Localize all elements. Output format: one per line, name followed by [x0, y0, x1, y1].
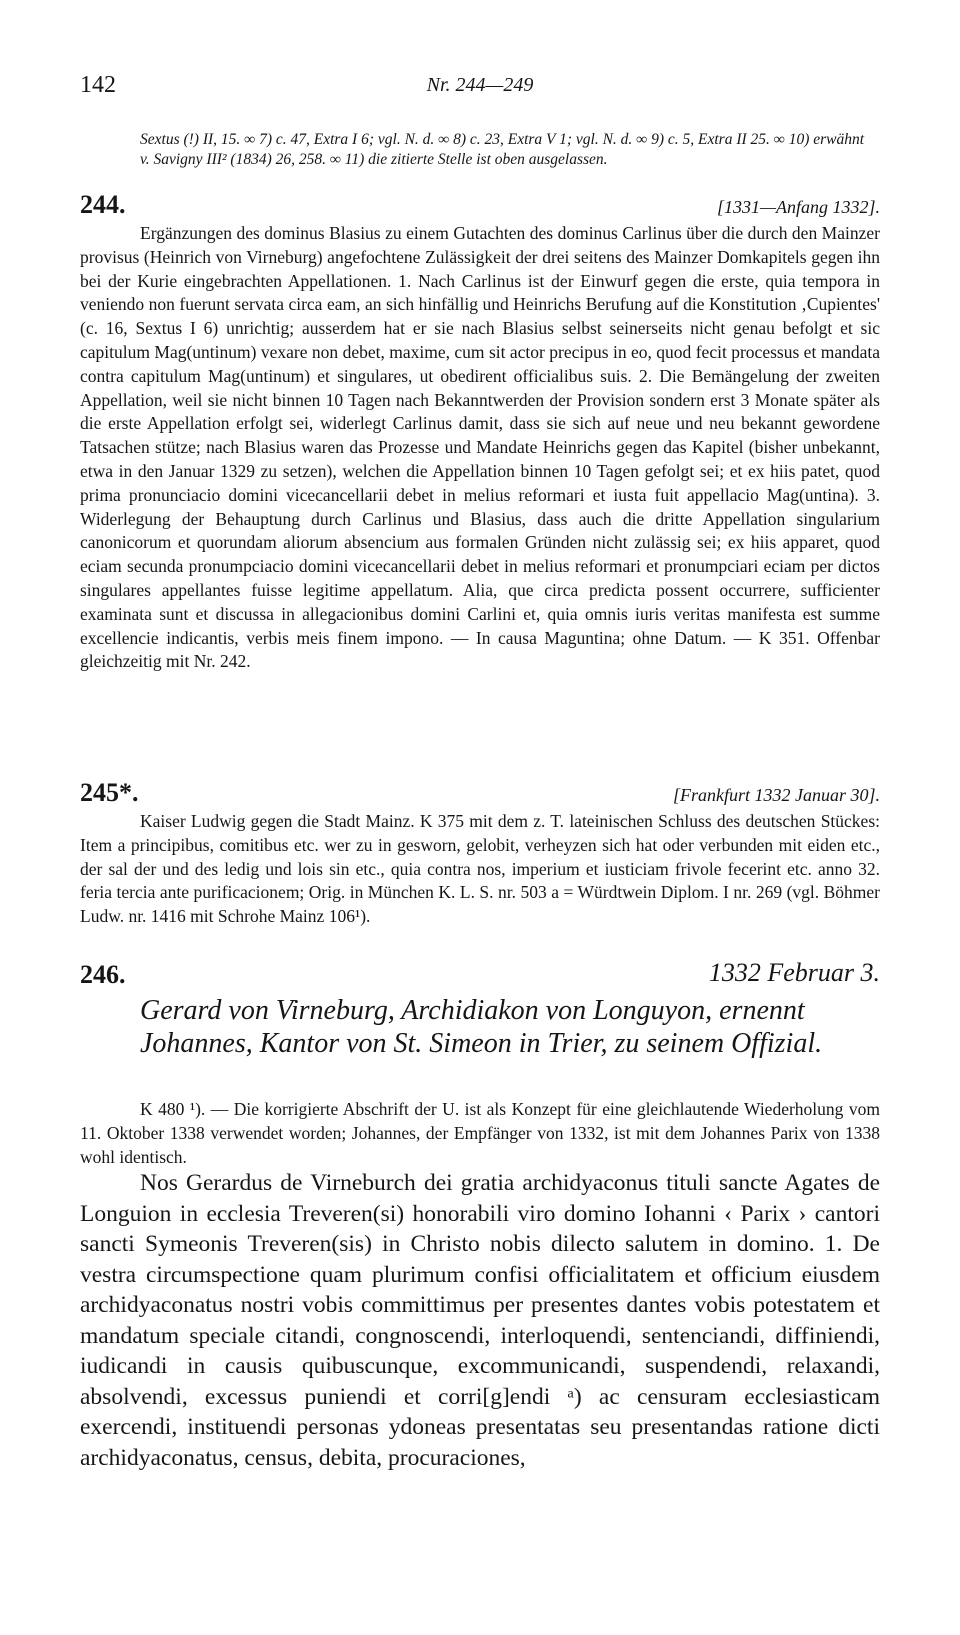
entry-246-text: Nos Gerardus de Virneburch dei gratia archidyaconus tituli sancte Agates de Longuion in ecclesia Treveren(si) honorabili viro domino Iohanni ‹ Parix › cantori sancti Symeonis Treveren(sis) in Christo nobis dilecto salutem in domino. 1. De vestra circumspectione quam plurimum confisi officialitatem et officium eiusdem archidyaconatus nostri vobis committimus per presentes dantes vobis potestatem et mandatum speciale citandi, congnoscendi, interloquendi, sentenciandi, diffiniendi, iudicandi in causis quibuscunque, excommunicandi, suspendendi, relaxandi, absolvendi, excessus puniendi et corri[g]endi ᵃ) ac censuram ecclesiasticam exercendi, instituendi personas ydoneas presentatas seu presentandas ratione dicti archidyaconatus, census, debita, procuraciones,	[80, 1170, 880, 1471]
entry-244-text: Ergänzungen des dominus Blasius zu einem Gutachten des dominus Carlinus über die durch den Mainzer provisus (Heinrich von Virneburg) angefochtene Zulässigkeit der drei seitens des Mainzer Domkapitels gegen ihn bei der Kurie eingebrachten Appellationen. 1. Nach Carlinus ist der Einwurf gegen die erste, quia tempora in veniendo non fuerunt servata circa eam, an sich hinfällig und Heinrichs Berufung auf die Konstitution ‚Cupientes' (c. 16, Sextus I 6) unrichtig; ausserdem hat er sie nach Blasius selbst seinerseits nicht genau befolgt et sic capitulum Mag(untinum) vexare non debet, maxime, cum sit actor precipus in eo, quod fecit processus et mandata contra capitulum Mag(untinum) et singulares, ut obedirent officialibus suis. 2. Die Bemängelung der zweiten Appellation, weil sie nicht binnen 10 Tagen nach Bekanntwerden der Provision sondern erst 3 Monate später als die erste Appellation erfolgt sei, widerlegt Carlinus damit, dass sie sich auf neue und neu bekannt gewordene Tatsachen stütze; nach Blasius waren das Prozesse und Mandate Heinrichs gegen das Kapitel (bisher unbekannt, etwa in den Januar 1329 zu setzen), welchen die Appellation binnen 10 Tagen gefolgt sei; et ex hiis patet, quod prima pronunciacio domini vicecancellarii debet in melius reformari et iusta fuit appellacio Mag(untina). 3. Widerlegung der Behauptung durch Carlinus und Blasius, dass auch die dritte Appellation singularium canonicorum et quorundam aliorum absencium aus formalen Gründen nicht zulässig sei; ex hiis apparet, quod eciam secunda pronumpciacio domini vicecancellarii debet in melius reformari et pronumpciari eciam per dictos singulares appellantes fuisse legitime appellatum. Alia, que circa predicta possent occurrere, sufficienter examinata sunt et discussa in allegacionibus domini Carlini et, quia omnis iuris veritas manifesta est summe excellencie indicantis, verbis meis finem impono. — In causa Maguntina; ohne Datum. — K 351. Offenbar gleichzeitig mit Nr. 242.	[80, 223, 880, 672]
entry-date: [Frankfurt 1332 Januar 30].	[673, 785, 880, 805]
running-title: Nr. 244—249	[426, 74, 534, 96]
entry-number: 245*.	[80, 778, 139, 807]
entry-245-heading	[80, 776, 880, 808]
entry-date: 1332 Februar 3.	[708, 958, 880, 987]
footnotes: Sextus (!) II, 15. ∞ 7) c. 47, Extra I 6; vgl. N. d. ∞ 8) c. 23, Extra V 1; vgl. N. d. ∞ 9) c. 5, Extra II 25. ∞ 10) erwähnt v. Savigny III² (1834) 26, 258. ∞ 11) die zitierte Stelle ist oben ausgelassen.	[140, 131, 865, 168]
entry-date: [1331—Anfang 1332].	[716, 197, 880, 217]
entry-246-note: K 480 ¹). — Die korrigierte Abschrift der U. ist als Konzept für eine gleichlautende Wiederholung vom 11. Oktober 1338 verwendet worden; Johannes, der Empfänger von 1332, ist mit dem Johannes Parix von 1338 wohl identisch.	[80, 1099, 880, 1167]
entry-244-heading	[80, 188, 880, 220]
entry-246-title: Gerard von Virneburg, Archidiakon von Longuyon, ernennt Johannes, Kantor von St. Simeon in Trier, zu seinem Offizial.	[140, 995, 823, 1059]
page-number: 142	[80, 72, 116, 98]
entry-246-heading	[80, 958, 880, 990]
page-header	[80, 72, 880, 108]
entry-245-text: Kaiser Ludwig gegen die Stadt Mainz. K 375 mit dem z. T. lateinischen Schluss des deutschen Stückes: Item a principibus, comitibus etc. wer zu in gesworn, gelobit, verheyzen sich hat oder verbunden mit eiden etc., der sal der und des ledig und lois sin etc., quia contra nos, imperium et iusticiam frivole fecerint etc. anno 32. feria tercia ante purificacionem; Orig. in München K. L. S. nr. 503 a = Würdtwein Diplom. I nr. 269 (vgl. Böhmer Ludw. nr. 1416 mit Schrohe Mainz 106¹).	[80, 811, 880, 927]
entry-number: 244.	[80, 190, 126, 219]
entry-number: 246.	[80, 960, 126, 989]
